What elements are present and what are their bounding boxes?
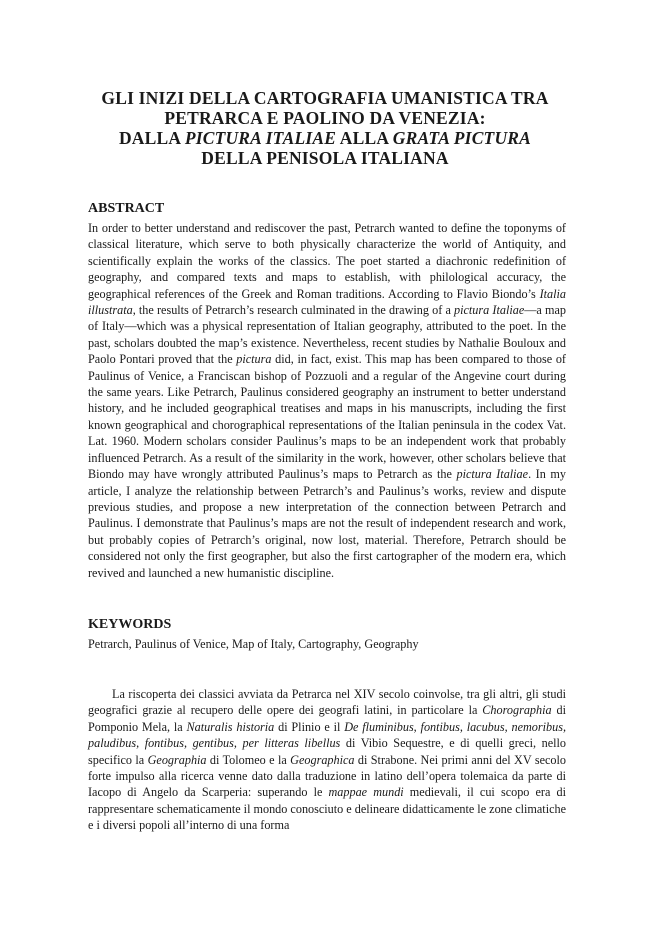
body-text: di Strabone. Nei primi anni del XV secolo forte impulso alla ricerca venne dato dalla traduzione in latino dell’opera tolemaica da parte di Iacopo di Angelo da Scarperia: superando le [88, 752, 566, 800]
body-italic: Naturalis historia [186, 719, 275, 734]
title-line-1: GLI INIZI DELLA CARTOGRAFIA UMANISTICA TRA [101, 88, 549, 108]
abstract-heading: ABSTRACT [88, 201, 165, 216]
title-line-4: DELLA PENISOLA ITALIANA [201, 148, 449, 168]
abstract-italic: Italia illustrata [88, 286, 566, 318]
title-text: DALLA [118, 128, 185, 148]
keywords-heading: KEYWORDS [88, 617, 172, 632]
abstract-italic: pictura Italiae [456, 467, 529, 482]
body-italic: Chorographia [482, 703, 552, 718]
abstract-italic: pictura Italiae [454, 303, 525, 318]
body-text: di Pomponio Mela, la [88, 703, 566, 734]
abstract-paragraph [88, 220, 566, 581]
body-text: di Plinio e il [274, 719, 345, 734]
body-italic: De fluminibus, fontibus, lacubus, nemoribus, paludibus, fontibus, gentibus, per litteras libellus [88, 719, 566, 751]
title-line-3 [80, 128, 570, 148]
abstract-text: , the results of Petrarch’s research culminated in the drawing of a [132, 303, 455, 318]
body-text: di Vibio Sequestre, e di quelli greci, nello specifico la [88, 736, 566, 767]
abstract-text: In order to better understand and rediscover the past, Petrarch wanted to define the toponyms of classical literature, which serve to both physically characterize the world of Antiquity, and scientifically explain the works of the classics. The poet started a diachronic redefinition of geography, and compared texts and maps to establish, with philological accuracy, the geographical references of the Greek and Roman traditions. According to Flavio Biondo’s [88, 221, 566, 301]
title-line-2: PETRARCA E PAOLINO DA VENEZIA: [164, 108, 486, 128]
body-italic: mappae mundi [328, 785, 404, 800]
abstract-text: did, in fact, exist. This map has been compared to those of Paulinus of Venice, a Franciscan bishop of Pozzuoli and a regular of the Angevine court during the same years. Like Petrarch, Paulinus considered geography an instrument to better understand history, and he included geographical treatises and maps in his manuscripts, including the first known geographical and chorographical representations of the Italian peninsula in the codex Vat. Lat. 1960. Modern scholars consider Paulinus’s maps to be an independent work that probably influenced Petrarch. As a result of the similarity in the work, however, other scholars believe that Biondo may have wrongly attributed Paulinus’s maps to Petrarch as the [88, 352, 566, 482]
title-italic: PICTURA ITALIAE [184, 128, 337, 148]
body-text: La riscoperta dei classici avviata da Petrarca nel XIV secolo coinvolse, tra gli altri, gli studi geografici grazie al recupero delle opere dei geografi latini, in particolare la [88, 687, 566, 718]
abstract-italic: pictura [236, 352, 272, 367]
keywords-text: Petrarch, Paulinus of Venice, Map of Italy, Cartography, Geography [88, 637, 419, 651]
body-paragraph [88, 686, 566, 834]
body-text: di Tolomeo e la [206, 752, 291, 767]
title-text: ALLA [336, 128, 393, 148]
abstract-text: . In my article, I analyze the relationship between Petrarch’s and Paulinus’s works, review and dispute previous studies, and propose a new interpretation of the connection between Petrarch and Paulinus. I demonstrate that Paulinus’s maps are not the result of independent research and work, but probably copies of Petrarch’s original, now lost, material. Therefore, Petrarch should be considered not only the first geographer, but also the first cartographer of the modern era, which revived and launched a new humanistic discipline. [88, 467, 566, 580]
body-italic: Geographia [147, 752, 207, 767]
article-title [80, 88, 570, 168]
body-text: medievali, il cui scopo era di rappresentare schematicamente il mondo conosciuto e delineare didatticamente le zone climatiche e i diversi popoli all’interno di una forma [88, 785, 566, 833]
abstract-text: —a map of Italy—which was a physical representation of Italian geography, attributed to the poet. In the past, scholars doubted the map’s existence. Nevertheless, recent studies by Nathalie Bouloux and Paolo Pontari proved that the [88, 303, 566, 367]
body-italic: Geographica [290, 752, 355, 767]
title-italic: GRATA PICTURA [392, 128, 532, 148]
